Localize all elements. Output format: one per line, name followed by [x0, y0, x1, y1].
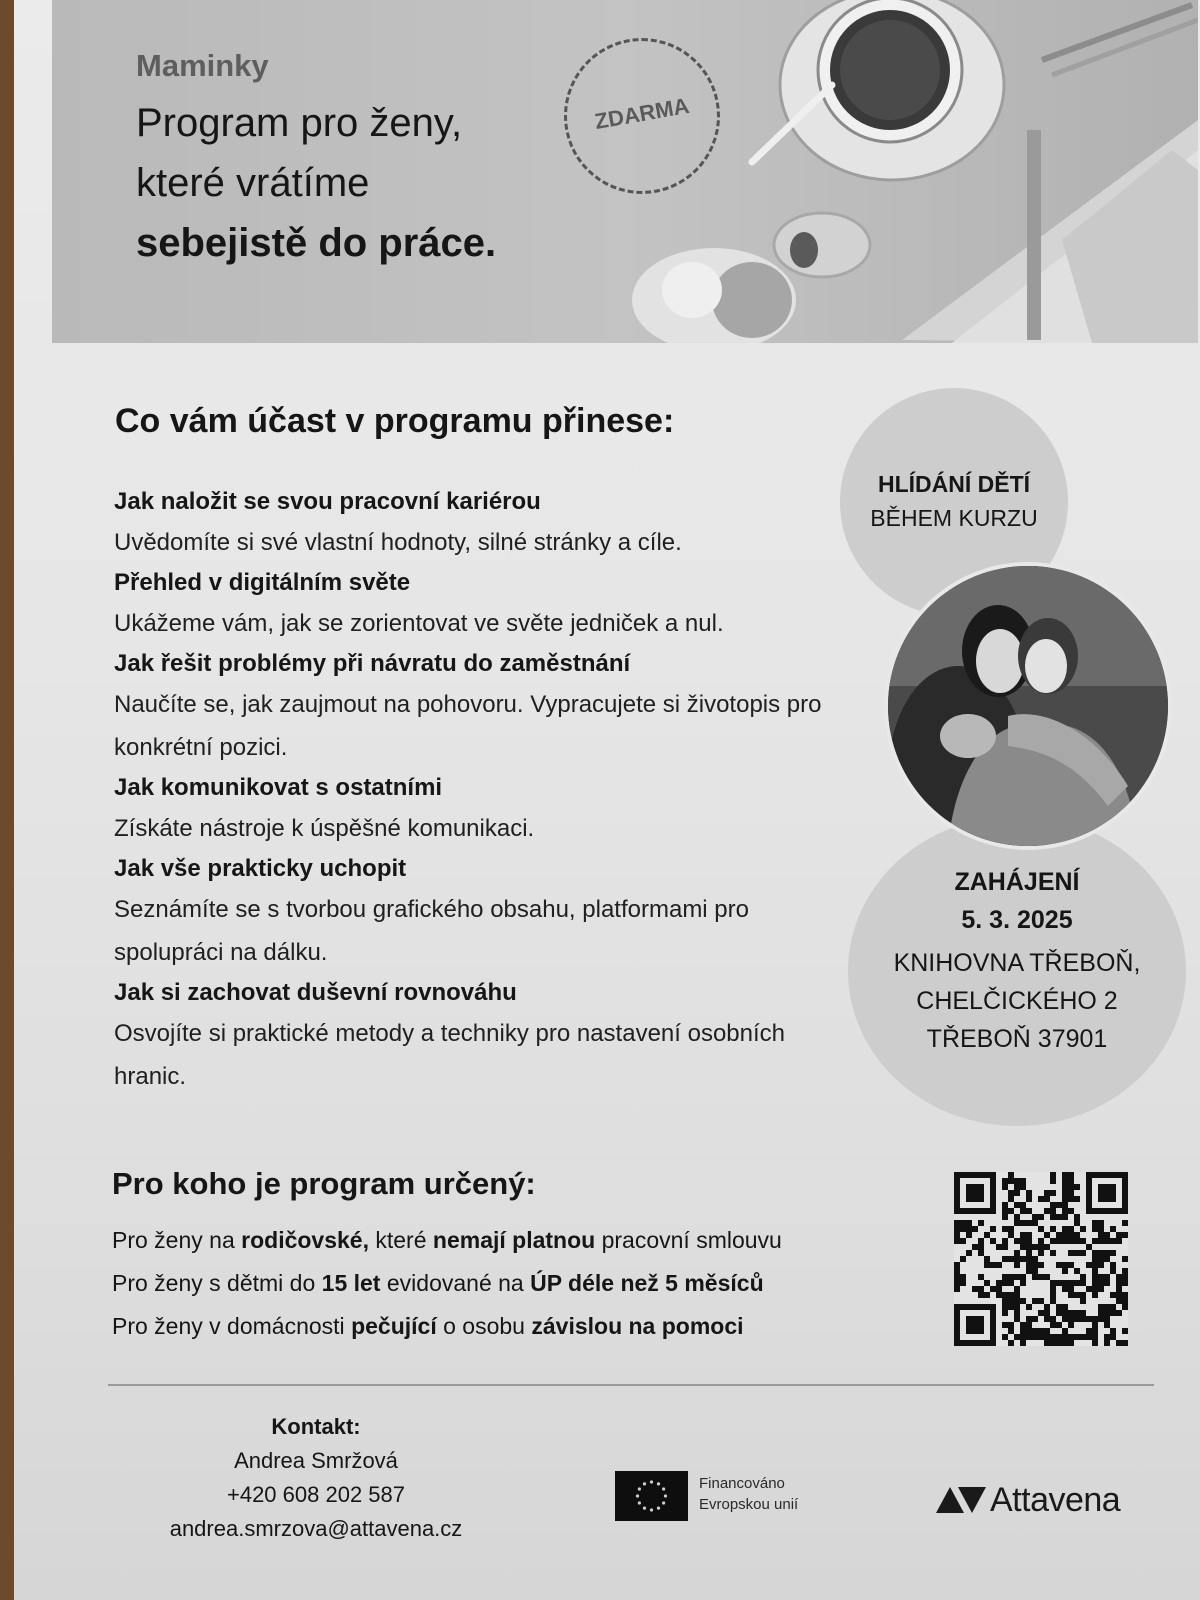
target-row: [112, 1262, 932, 1305]
benefit-heading: Jak komunikovat s ostatními: [114, 774, 443, 801]
free-stamp-label: ZDARMA: [592, 92, 692, 135]
benefit-heading: Jak řešit problémy při návratu do zaměstnání: [114, 650, 631, 677]
mother-child-photo: [888, 566, 1168, 846]
eu-line-2: Evropskou unií: [699, 1496, 799, 1513]
target-text: které: [368, 1227, 433, 1253]
eu-funding-text: [699, 1473, 839, 1515]
start-label: ZAHÁJENÍ: [954, 868, 1080, 896]
address-line-3: TŘEBOŇ 37901: [926, 1025, 1108, 1053]
target-emphasis: ÚP déle než 5 měsíců: [530, 1270, 764, 1296]
benefit-heading: Jak naložit se svou pracovní kariérou: [114, 488, 541, 515]
benefit-text: Ukážeme vám, jak se zorientovat ve světe jedniček a nul.: [114, 610, 724, 637]
target-emphasis: 15 let: [321, 1270, 381, 1296]
headline-line-2: které vrátíme: [136, 161, 370, 205]
flyer-page: [14, 0, 1200, 1600]
hero-eyebrow: Maminky: [136, 48, 269, 83]
benefit-item: [114, 645, 844, 769]
benefit-text: Získáte nástroje k úspěšné komunikaci.: [114, 815, 535, 842]
target-row: [112, 1305, 932, 1348]
hero-banner: [52, 0, 1198, 343]
target-emphasis: nemají platnou: [432, 1227, 596, 1253]
benefit-heading: Přehled v digitálním světe: [114, 569, 411, 596]
target-emphasis: rodičovské,: [241, 1227, 369, 1253]
benefit-item: [114, 974, 844, 1098]
address-line-2: CHELČICKÉHO 2: [916, 987, 1118, 1015]
benefit-item: [114, 769, 844, 850]
target-text: Pro ženy s dětmi do: [112, 1270, 322, 1296]
photo-illustration: [888, 566, 1168, 846]
contact-name: Andrea Smržová: [234, 1448, 398, 1473]
benefit-text: Naučíte se, jak zaujmout na pohovoru. Vypracujete si životopis pro konkrétní pozici.: [114, 691, 822, 761]
address-line-1: KNIHOVNA TŘEBOŇ,: [893, 949, 1141, 977]
headline-line-1: Program pro ženy,: [136, 101, 463, 145]
benefit-text: Uvědomíte si své vlastní hodnoty, silné stránky a cíle.: [114, 529, 682, 556]
start-date: 5. 3. 2025: [961, 906, 1073, 934]
target-text: o osobu: [436, 1313, 532, 1339]
benefit-item: [114, 564, 844, 645]
benefit-text: Osvojíte si praktické metody a techniky pro nastavení osobních hranic.: [114, 1020, 786, 1090]
benefit-heading: Jak si zachovat duševní rovnováhu: [114, 979, 517, 1006]
free-stamp: [564, 38, 720, 194]
target-title: Pro koho je program určený:: [112, 1166, 536, 1201]
target-text: Pro ženy v domácnosti: [112, 1313, 352, 1339]
benefits-list: [114, 483, 844, 1098]
benefit-item: [114, 483, 844, 564]
target-emphasis: pečující: [351, 1313, 437, 1339]
headline-line-3: sebejistě do práce.: [136, 221, 497, 265]
start-info-badge: [848, 816, 1186, 1126]
childcare-line-1: HLÍDÁNÍ DĚTÍ: [877, 471, 1031, 497]
childcare-line-2: BĚHEM KURZU: [870, 505, 1038, 531]
benefits-title: Co vám účast v programu přinese:: [115, 402, 675, 440]
benefit-item: [114, 850, 844, 974]
start-address: [848, 944, 1186, 1058]
target-text: Pro ženy na: [112, 1227, 242, 1253]
attavena-mark-icon: [936, 1485, 990, 1515]
benefit-text: Seznámíte se s tvorbou grafického obsahu, platformami pro spolupráci na dálku.: [114, 896, 749, 966]
hero-headline: [136, 93, 496, 273]
target-list: [112, 1219, 932, 1348]
footer-divider: [108, 1384, 1154, 1386]
brand-name: Attavena: [990, 1481, 1121, 1519]
eu-flag-icon: [615, 1471, 688, 1521]
target-text: evidované na: [380, 1270, 531, 1296]
target-text: pracovní smlouvu: [595, 1227, 782, 1253]
target-emphasis: závislou na pomoci: [531, 1313, 744, 1339]
contact-label: Kontakt:: [271, 1414, 361, 1439]
contact-email[interactable]: andrea.smrzova@attavena.cz: [169, 1516, 463, 1541]
target-row: [112, 1219, 932, 1262]
contact-phone[interactable]: +420 608 202 587: [226, 1482, 405, 1507]
contact-block: [136, 1410, 496, 1546]
benefit-heading: Jak vše prakticky uchopit: [114, 855, 407, 882]
qr-code[interactable]: [954, 1172, 1128, 1346]
eu-line-1: Financováno: [699, 1475, 785, 1492]
